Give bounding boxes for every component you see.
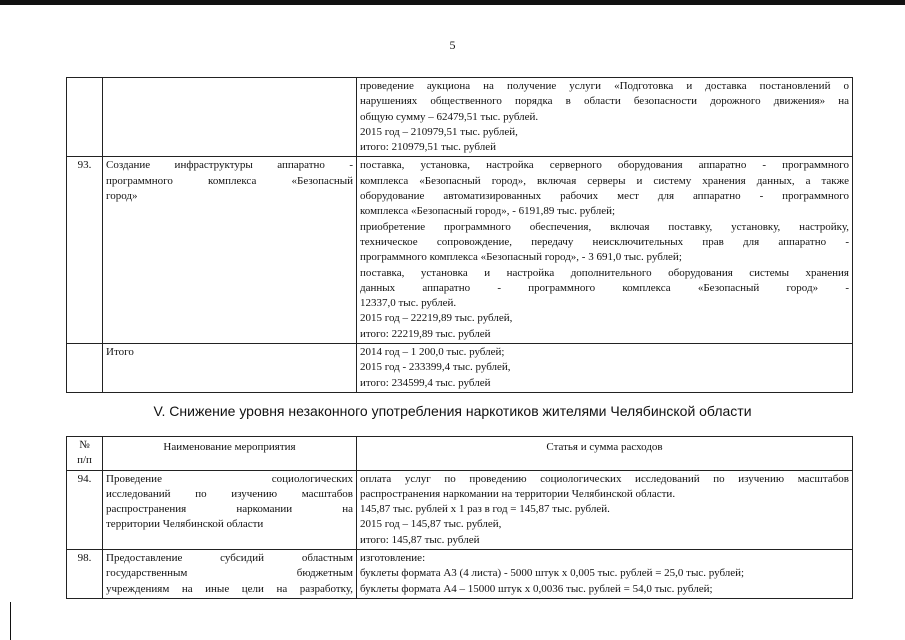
expense-details-cell bbox=[357, 470, 853, 549]
row-number bbox=[67, 78, 103, 157]
column-header-number-line1: № bbox=[79, 439, 90, 451]
expense-detail-line: поставка, установка, настройка серверного оборудования аппаратно - программного bbox=[360, 159, 849, 172]
expense-detail-line: итого: 210979,51 тыс. рублей bbox=[360, 141, 496, 154]
table-row bbox=[67, 550, 853, 599]
measure-name-line: программного комплекса «Безопасный bbox=[106, 174, 353, 187]
measure-name-line: город» bbox=[106, 190, 138, 203]
expense-detail-line: 2015 год – 22219,89 тыс. рублей, bbox=[360, 312, 513, 325]
measure-name-line: территории Челябинской области bbox=[106, 518, 264, 531]
measure-name-line: учреждениям на иные цели на разработку, bbox=[106, 582, 353, 595]
margin-mark bbox=[10, 602, 11, 640]
expense-detail-line: 12337,0 тыс. рублей. bbox=[360, 297, 457, 310]
table-row bbox=[67, 470, 853, 549]
row-number bbox=[67, 344, 103, 393]
expense-detail-line: итого: 145,87 тыс. рублей bbox=[360, 533, 480, 546]
expense-detail-line: оплата услуг по проведению социологических исследований по изучению масштабов bbox=[360, 472, 849, 485]
measure-name-line: Предоставление субсидий областным bbox=[106, 552, 353, 565]
row-number: 93. bbox=[67, 157, 103, 344]
measure-name-line: Итого bbox=[106, 346, 134, 359]
measure-name-cell bbox=[103, 157, 357, 344]
expense-detail-line: 2015 год – 145,87 тыс. рублей, bbox=[360, 518, 502, 531]
expense-detail-line: буклеты формата А3 (4 листа) - 5000 штук х 0,005 тыс. рублей = 25,0 тыс. рублей; bbox=[360, 567, 745, 580]
column-header-name: Наименование мероприятия bbox=[103, 437, 357, 471]
narcotics-measures-table bbox=[66, 436, 853, 599]
column-header-number-line2: п/п bbox=[77, 454, 92, 467]
expense-detail-line: 2014 год – 1 200,0 тыс. рублей; bbox=[360, 346, 505, 359]
top-border bbox=[0, 0, 905, 5]
expense-detail-line: проведение аукциона на получение услуги «Подготовка и доставка постановлений о bbox=[360, 80, 849, 92]
row-number: 94. bbox=[67, 470, 103, 549]
measure-name-line: Проведение социологических bbox=[106, 472, 353, 485]
expense-detail-line: распространения наркомании на территории Челябинской области. bbox=[360, 487, 676, 500]
expense-detail-line: оборудование автоматизированных рабочих мест для аппаратно - программного bbox=[360, 190, 849, 203]
expense-details-cell bbox=[357, 344, 853, 393]
measure-name-line: распространения наркомании на bbox=[106, 503, 353, 516]
expense-detail-line: 145,87 тыс. рублей х 1 раз в год = 145,87 тыс. рублей. bbox=[360, 503, 610, 516]
expense-detail-line: техническое сопровождение, передачу неисключительных прав для аппаратно - bbox=[360, 235, 849, 248]
expense-details-cell bbox=[357, 157, 853, 344]
expense-detail-line: общую сумму – 62479,51 тыс. рублей. bbox=[360, 110, 539, 123]
expense-detail-line: приобретение программного обеспечения, включая поставку, установку, настройку, bbox=[360, 220, 849, 233]
measure-name-cell bbox=[103, 550, 357, 599]
table-row bbox=[67, 78, 853, 157]
measure-name-cell bbox=[103, 78, 357, 157]
expense-details-cell bbox=[357, 78, 853, 157]
column-header-number bbox=[67, 437, 103, 471]
expense-detail-line: данных аппаратно - программного комплекса «Безопасный город» - bbox=[360, 281, 849, 294]
table-row bbox=[67, 344, 853, 393]
expense-detail-line: изготовление: bbox=[360, 552, 426, 565]
measure-name-line: исследований по изучению масштабов bbox=[106, 487, 353, 500]
budget-table-continued bbox=[66, 77, 853, 393]
table-row bbox=[67, 157, 853, 344]
measure-name-line: Создание инфраструктуры аппаратно - bbox=[106, 159, 353, 172]
expense-detail-line: 2015 год - 233399,4 тыс. рублей, bbox=[360, 361, 511, 374]
expense-detail-line: буклеты формата А4 – 15000 штук х 0,0036 тыс. рублей = 54,0 тыс. рублей; bbox=[360, 582, 713, 595]
expense-detail-line: нарушениях общественного порядка в области безопасности дорожного движения» на bbox=[360, 95, 849, 108]
measure-name-cell bbox=[103, 344, 357, 393]
expense-detail-line: итого: 22219,89 тыс. рублей bbox=[360, 327, 491, 340]
section-title: V. Снижение уровня незаконного употребления наркотиков жителями Челябинской области bbox=[153, 403, 752, 419]
expense-detail-line: программного комплекса «Безопасный город», - 3 691,0 тыс. рублей; bbox=[360, 251, 682, 264]
expense-detail-line: поставка, установка и настройка дополнительного оборудования системы хранения bbox=[360, 266, 849, 279]
page-number: 5 bbox=[449, 38, 456, 52]
expense-detail-line: комплекса «Безопасный город», - 6191,89 тыс. рублей; bbox=[360, 205, 616, 218]
row-number: 98. bbox=[67, 550, 103, 599]
column-header-details: Статья и сумма расходов bbox=[357, 437, 853, 471]
measure-name-line: государственным бюджетным bbox=[106, 567, 353, 580]
expense-detail-line: комплекса «Безопасный город», включая серверы и систему хранения данных, а также bbox=[360, 174, 849, 187]
table-header-row bbox=[67, 437, 853, 471]
expense-detail-line: итого: 234599,4 тыс. рублей bbox=[360, 376, 491, 389]
expense-details-cell bbox=[357, 550, 853, 599]
measure-name-cell bbox=[103, 470, 357, 549]
expense-detail-line: 2015 год – 210979,51 тыс. рублей, bbox=[360, 125, 518, 138]
